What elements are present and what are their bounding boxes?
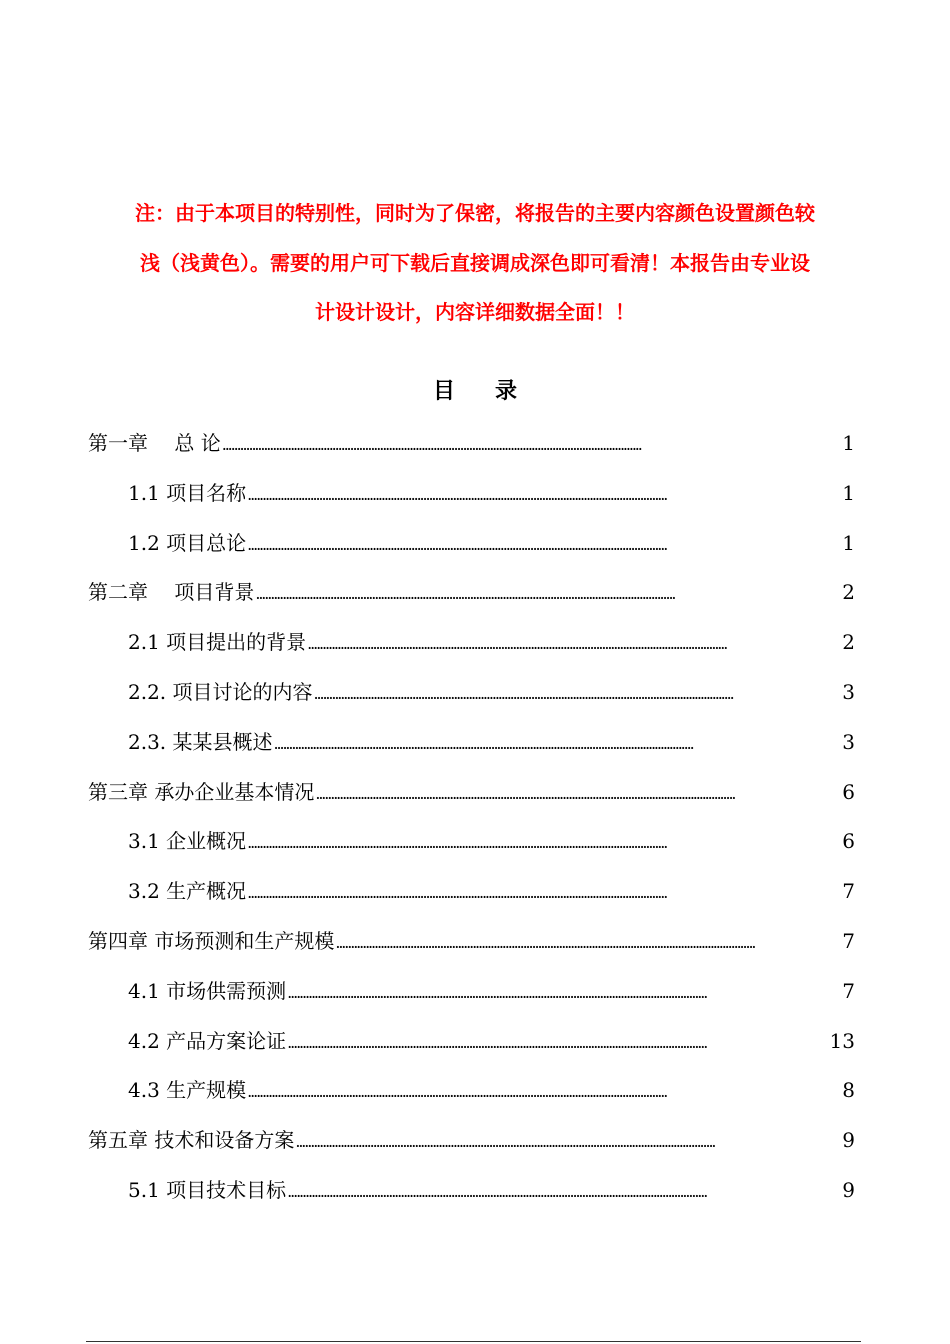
toc-leader-dots (247, 817, 841, 868)
toc-entry-label: 1.2 项目总论 (128, 530, 247, 555)
toc-entry-page: 2 (842, 630, 855, 655)
notice-line-3: 计设计设计，内容详细数据全面！！ (315, 300, 635, 324)
toc-entry[interactable] (88, 917, 855, 967)
toc-entry[interactable] (88, 1017, 855, 1067)
toc-entry-label: 3.2 生产概况 (128, 879, 247, 904)
toc-title: 目录 (432, 379, 557, 404)
toc-leader-dots (335, 917, 841, 968)
toc-leader-dots (222, 419, 842, 470)
toc-entry-label: 第一章 总 论 (88, 431, 221, 455)
toc-entry-page: 13 (829, 1028, 855, 1053)
table-of-contents (88, 419, 855, 1216)
toc-entry[interactable] (88, 618, 855, 668)
toc-entry-label: 2.3. 某某县概述 (128, 729, 273, 754)
toc-entry-page: 9 (842, 1177, 855, 1202)
toc-leader-dots (274, 718, 842, 769)
toc-leader-dots (314, 668, 842, 719)
toc-entry[interactable] (88, 718, 855, 768)
footer-divider (86, 1341, 861, 1342)
toc-entry-page: 1 (842, 431, 855, 455)
toc-entry[interactable] (88, 867, 855, 917)
toc-leader-dots (255, 568, 841, 619)
toc-entry-page: 7 (842, 978, 855, 1003)
toc-leader-dots (307, 618, 841, 669)
toc-entry-label: 第二章 项目背景 (88, 580, 255, 605)
toc-entry[interactable] (88, 668, 855, 718)
toc-entry-page: 6 (842, 829, 855, 854)
toc-leader-dots (287, 1017, 828, 1068)
toc-entry[interactable] (88, 1066, 855, 1116)
toc-leader-dots (247, 867, 841, 918)
toc-entry-page: 3 (842, 679, 855, 704)
toc-entry-page: 8 (842, 1078, 855, 1103)
toc-leader-dots (287, 1166, 841, 1217)
toc-entry-page: 9 (842, 1128, 855, 1153)
toc-entry[interactable] (88, 768, 855, 818)
toc-entry-label: 第四章 市场预测和生产规模 (88, 928, 335, 953)
toc-leader-dots (247, 469, 841, 520)
toc-entry-label: 4.1 市场供需预测 (128, 978, 287, 1003)
toc-entry-page: 7 (842, 879, 855, 904)
toc-leader-dots (295, 1116, 841, 1167)
toc-entry[interactable] (88, 469, 855, 519)
toc-entry[interactable] (88, 817, 855, 867)
toc-entry-page: 1 (842, 480, 855, 505)
toc-entry-label: 第五章 技术和设备方案 (88, 1128, 295, 1153)
toc-entry-label: 5.1 项目技术目标 (128, 1177, 287, 1202)
toc-entry[interactable] (88, 568, 855, 618)
toc-entry-page: 2 (842, 580, 855, 605)
toc-leader-dots (247, 1066, 841, 1117)
toc-entry-label: 2.1 项目提出的背景 (128, 630, 307, 655)
toc-entry-page: 1 (842, 530, 855, 555)
toc-entry-page: 7 (842, 928, 855, 953)
toc-entry[interactable] (88, 1116, 855, 1166)
toc-entry-page: 6 (842, 779, 855, 804)
toc-entry[interactable] (88, 967, 855, 1017)
notice-line-1: 注：由于本项目的特别性，同时为了保密，将报告的主要内容颜色设置颜色较 (135, 201, 815, 225)
toc-entry[interactable] (88, 519, 855, 569)
toc-entry-label: 2.2. 项目讨论的内容 (128, 679, 313, 704)
toc-leader-dots (315, 768, 841, 819)
toc-entry-label: 1.1 项目名称 (128, 480, 247, 505)
toc-entry-label: 4.2 产品方案论证 (128, 1028, 287, 1053)
toc-leader-dots (287, 967, 841, 1018)
toc-entry-label: 第三章 承办企业基本情况 (88, 779, 315, 804)
toc-entry-label: 4.3 生产规模 (128, 1078, 247, 1103)
toc-entry-page: 3 (842, 729, 855, 754)
toc-leader-dots (247, 519, 841, 570)
toc-entry-label: 3.1 企业概况 (128, 829, 247, 854)
toc-entry[interactable] (88, 419, 855, 469)
notice-line-2: 浅（浅黄色）。需要的用户可下载后直接调成深色即可看清！本报告由专业设 (140, 251, 810, 275)
toc-entry[interactable] (88, 1166, 855, 1216)
